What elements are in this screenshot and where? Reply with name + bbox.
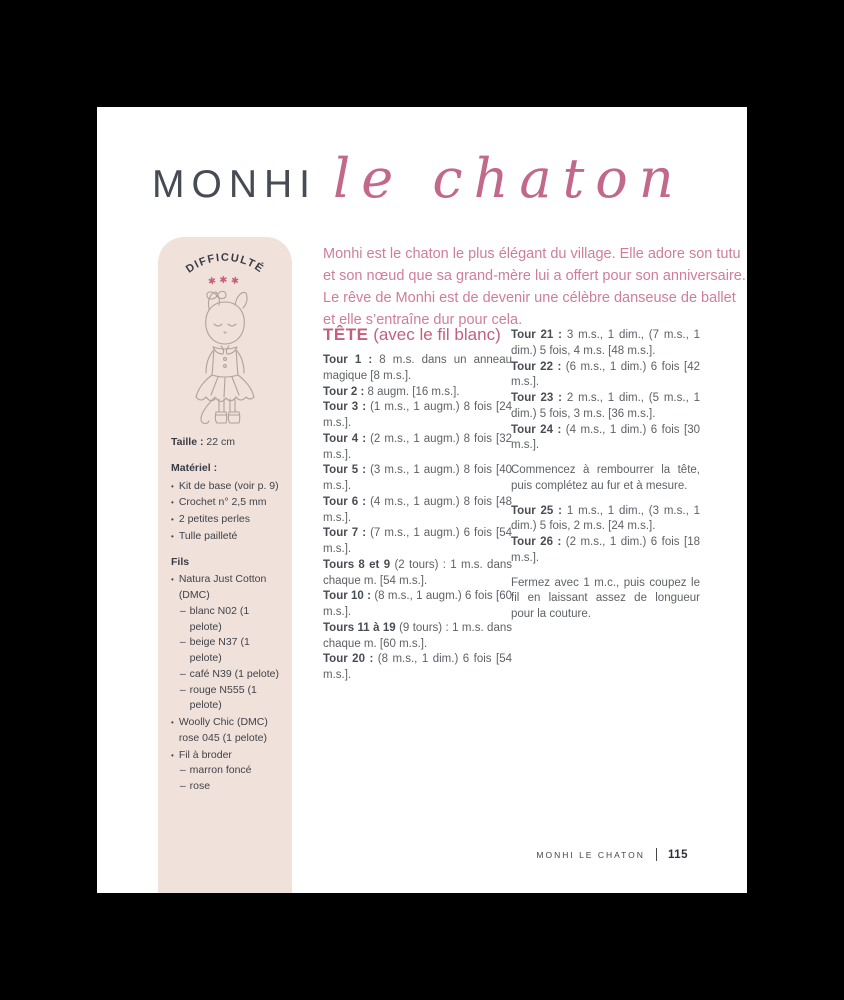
material-item [171,529,282,545]
bullet-icon: • [171,718,174,727]
dash-icon: – [179,604,186,617]
instruction-row: Tour 7 : (7 m.s., 1 augm.) 6 fois [54 m.s.]. [323,527,512,555]
instruction-row: Tour 4 : (2 m.s., 1 augm.) 8 fois [32 m.s.]. [323,432,512,461]
bullet-icon: • [171,515,174,524]
footer-chapter-label: MONHI LE CHATON [536,849,645,860]
thread-text-block [179,572,282,714]
thread-item [171,748,282,795]
thread-subitem [180,635,282,667]
material-text: Kit de base (voir p. 9) [178,479,279,492]
thread-subitem-text: blanc N02 (1 pelote) [189,604,250,633]
page-footer [536,848,688,861]
thread-subitem [180,667,282,683]
sidebar-info [171,435,282,795]
instruction-row: Tour 24 : (4 m.s., 1 dim.) 6 fois [30 m.s.]. [511,423,700,452]
round-label: Tour 24 : [511,423,562,436]
material-item [171,479,282,495]
thread-text: Natura Just Cotton (DMC) [178,573,267,601]
bullet-icon: • [171,531,174,541]
thread-subitem [180,779,252,795]
round-label: Tour 1 : [323,354,373,366]
instruction-row: Tour 22 : (6 m.s., 1 dim.) 6 fois [42 m.s.]. [511,360,700,389]
thread-subitem-text: rose [189,780,211,792]
round-label: Tours 11 à 19 [323,621,396,634]
section-heading-rest: (avec le fil blanc) [373,325,501,344]
thread-subitem-text: beige N37 (1 pelote) [189,636,250,664]
thread-text-block [179,715,282,747]
svg-text:✱✱✱ [207,275,242,288]
thread-text: Fil à broder [178,748,232,761]
dash-icon: – [179,764,186,777]
materials-sidebar [158,237,292,893]
thread-text-block [179,748,252,795]
thread-subitem [180,683,282,715]
difficulty-label: DIFFICULTÉ [183,251,267,276]
thread-subitem-text: rouge N555 (1 pelote) [189,683,257,712]
material-item [171,512,282,528]
instruction-row: Tour 1 : 8 m.s. dans un anneau magique [8 m.s.]. [323,354,512,382]
title-script: le chaton [333,147,685,210]
instruction-row: Tour 3 : (1 m.s., 1 augm.) 8 fois [24 m.s.]. [323,401,512,429]
threads-title: Fils [171,555,190,568]
thread-subitem-text: café N39 (1 pelote) [189,667,279,680]
instruction-row: Tour 2 : 8 augm. [16 m.s.]. [323,385,460,398]
dash-icon: – [179,683,186,696]
page-title [152,147,685,210]
material-text: Tulle pailleté [178,529,238,542]
materials-title: Matériel : [171,461,218,474]
material-item [171,495,282,511]
instruction-row: Tour 5 : (3 m.s., 1 augm.) 8 fois [40 m.s.]. [323,464,512,492]
round-label: Tour 3 : [323,401,367,414]
instruction-row: Tour 26 : (2 m.s., 1 dim.) 6 fois [18 m.s.]. [511,536,700,564]
round-label: Tour 21 : [511,329,562,341]
materials-list [171,479,282,545]
section-heading-bold: TÊTE [323,325,369,344]
round-label: Tour 2 : [323,385,365,398]
footer-divider [656,848,657,861]
round-label: Tour 25 : [511,504,562,517]
threads-list [171,572,282,795]
size-label: Taille : [171,436,204,448]
instruction-row: Tours 11 à 19 (9 tours) : 1 m.s. dans chaque m. [60 m.s.]. [323,621,512,650]
round-label: Tour 5 : [323,464,367,477]
bullet-icon: • [171,498,174,508]
thread-item [171,715,282,747]
instruction-row: Tour 21 : 3 m.s., 1 dim., (7 m.s., 1 dim.) 5 fois, 4 m.s. [48 m.s.]. [511,329,701,357]
instruction-row: Tour 25 : 1 m.s., 1 dim., (3 m.s., 1 dim.) 5 fois, 2 m.s. [24 m.s.]. [511,504,701,533]
thread-subitem [180,604,282,636]
dash-icon: – [179,667,186,680]
instructions-column-1 [323,353,512,684]
instruction-note: Fermez avec 1 m.c., puis coupez le fil en laissant assez de longueur pour la couture. [511,576,700,620]
round-label: Tour 26 : [511,536,562,548]
round-label: Tour 22 : [511,360,562,373]
title-main: MONHI [152,163,317,206]
cat-ballerina-illustration [173,289,277,427]
svg-text:DIFFICULTÉ [184,252,267,276]
thread-subitem-text: marron foncé [189,764,252,777]
instruction-row: Tour 10 : (8 m.s., 1 augm.) 6 fois [60 m.s.]. [323,590,512,618]
instruction-row: Tour 6 : (4 m.s., 1 augm.) 8 fois [48 m.s.]. [323,495,512,524]
round-label: Tour 4 : [323,432,367,445]
bullet-icon: • [171,750,174,760]
instructions-column-2 [511,328,700,632]
thread-item [171,572,282,714]
material-text: Crochet n° 2,5 mm [178,496,267,509]
bullet-icon: • [171,481,174,491]
round-label: Tour 6 : [323,495,367,508]
round-label: Tour 10 : [323,590,371,603]
instruction-row: Tour 23 : 2 m.s., 1 dim., (5 m.s., 1 dim.) 5 fois, 3 m.s. [36 m.s.]. [511,392,701,420]
size-line [171,435,282,451]
instruction-row: Tour 20 : (8 m.s., 1 dim.) 6 fois [54 m.s.]. [323,653,512,681]
instruction-row: Tours 8 et 9 (2 tours) : 1 m.s. dans chaque m. [54 m.s.]. [323,558,512,587]
difficulty-badge [163,245,287,289]
difficulty-stars-icon: ✱✱✱ [207,275,243,288]
size-value: 22 cm [206,436,235,448]
round-label: Tour 23 : [511,392,562,404]
thread-subitem [180,763,252,779]
instruction-note: Commencez à rembourrer la tête, puis complétez au fur et à mesure. [511,464,700,492]
dash-icon: – [179,780,186,792]
intro-paragraph: Monhi est le chaton le plus élégant du village. Elle adore son tutu et son nœud que sa grand-mère lui a offert pour son anniversaire. Le rêve de Monhi est de devenir une célèbre danseuse de ballet et elle s’entraîne dur pour cela. [323,245,746,328]
dash-icon: – [179,636,186,649]
round-label: Tour 20 : [323,653,374,666]
section-heading [323,325,501,345]
round-label: Tour 7 : [323,527,367,540]
material-text: 2 petites perles [178,513,251,525]
page-number: 115 [667,848,688,861]
book-page [97,107,747,893]
thread-text: Woolly Chic (DMC) rose 045 (1 pelote) [178,716,268,744]
bullet-icon: • [171,575,174,585]
round-label: Tours 8 et 9 [323,558,391,571]
